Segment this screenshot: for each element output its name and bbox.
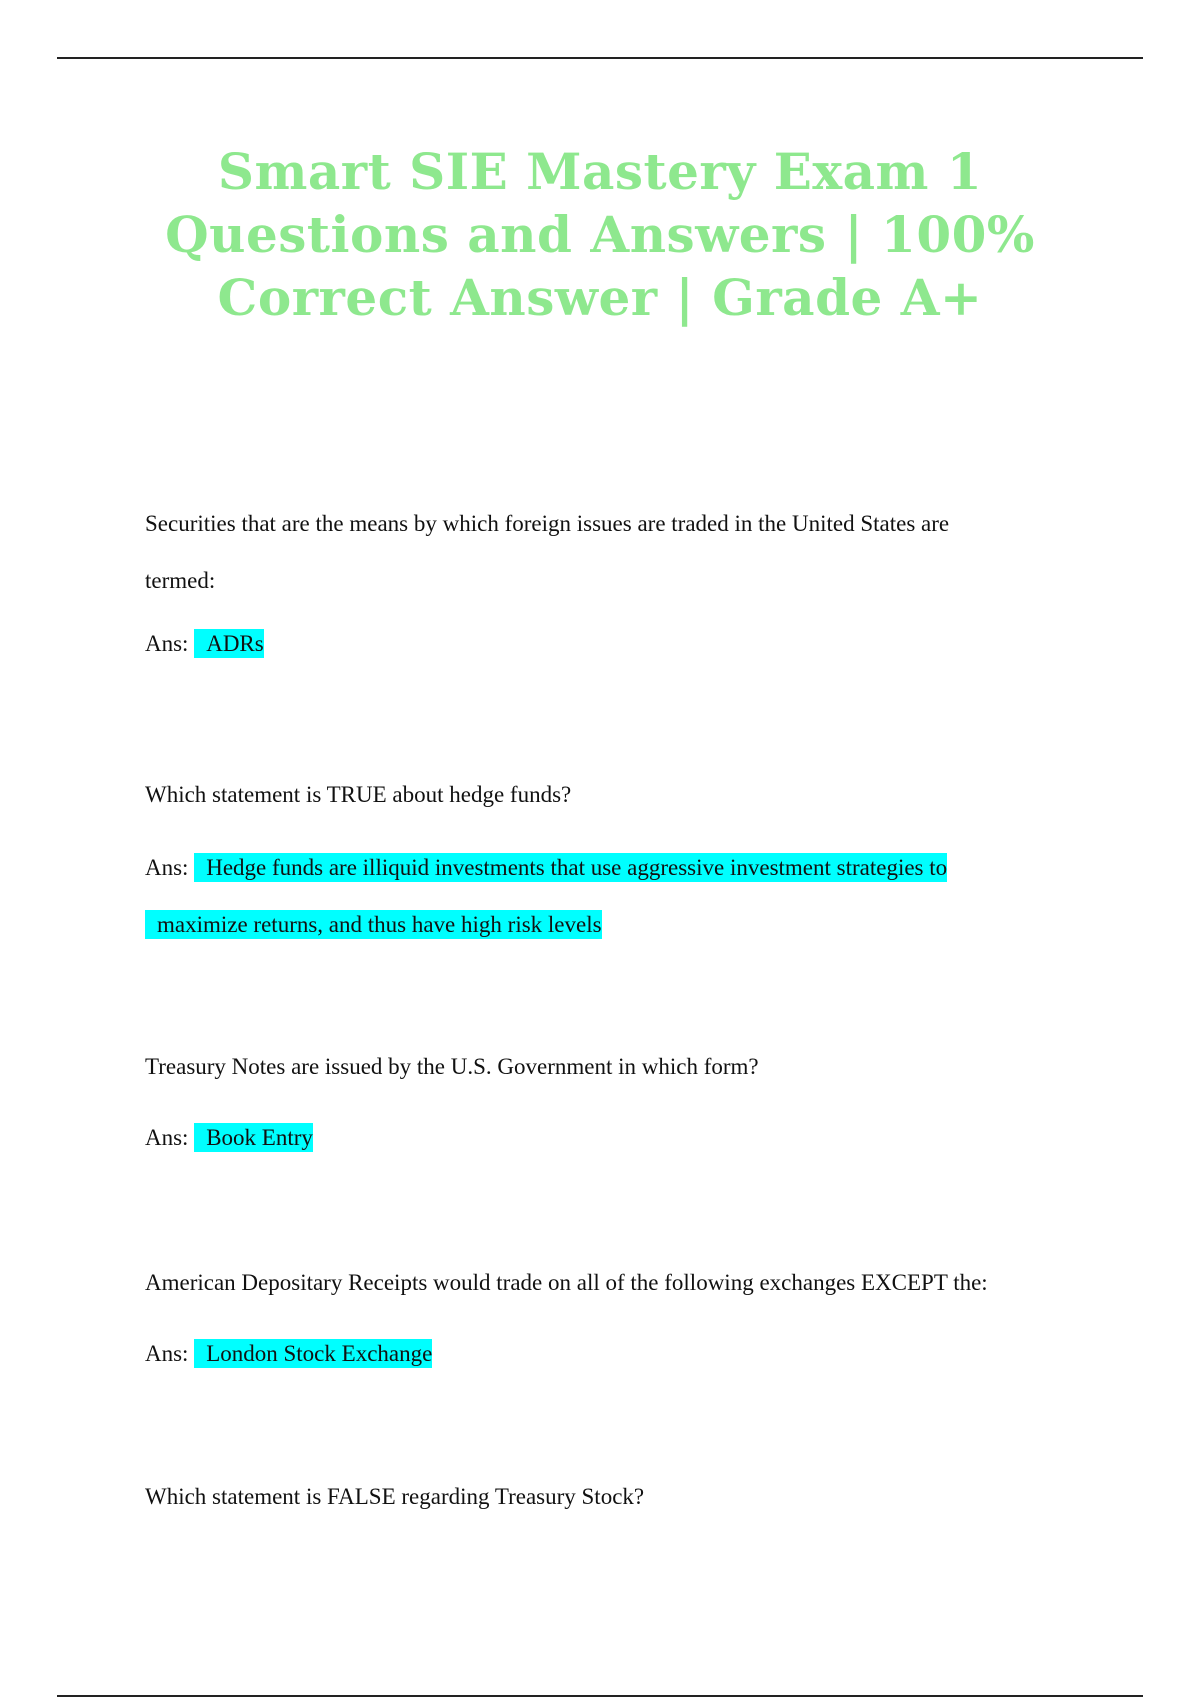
answer-label: Ans: [145, 1341, 189, 1366]
answer-label: Ans: [145, 855, 189, 880]
answer-line [145, 839, 995, 953]
qa-item-3 [145, 1038, 1045, 1166]
question-text: American Depositary Receipts would trade on all of the following exchanges EXCEPT the: [145, 1270, 988, 1295]
answer-text: Hedge funds are illiquid investments that use aggressive investment strategies to maximize returns, and thus have high risk levels [145, 853, 947, 939]
answer-line [145, 1109, 1045, 1166]
qa-item-5 [145, 1468, 1045, 1525]
answer-line [145, 615, 1015, 672]
qa-item-4 [145, 1254, 1145, 1382]
question-text: Which statement is TRUE about hedge funds? [145, 782, 572, 807]
question-text: Treasury Notes are issued by the U.S. Government in which form? [145, 1054, 759, 1079]
title-line-1: Smart SIE Mastery Exam 1 [217, 142, 983, 201]
header-rule [57, 57, 1143, 59]
qa-item-2 [145, 766, 1045, 953]
answer-text: London Stock Exchange [194, 1339, 432, 1368]
document-title [150, 140, 1050, 329]
answer-text: Book Entry [194, 1123, 313, 1152]
answer-line [145, 1325, 1145, 1382]
answer-label: Ans: [145, 1125, 189, 1150]
question-text: Which statement is FALSE regarding Treasury Stock? [145, 1484, 645, 1509]
answer-label: Ans: [145, 631, 189, 656]
footer-rule [57, 1695, 1143, 1697]
qa-item-1 [145, 495, 1015, 672]
title-line-3: Correct Answer | Grade A+ [217, 268, 983, 327]
answer-text: ADRs [194, 629, 264, 658]
title-line-2: Questions and Answers | 100% [165, 205, 1035, 264]
question-text: Securities that are the means by which foreign issues are traded in the United States are termed: [145, 511, 950, 593]
